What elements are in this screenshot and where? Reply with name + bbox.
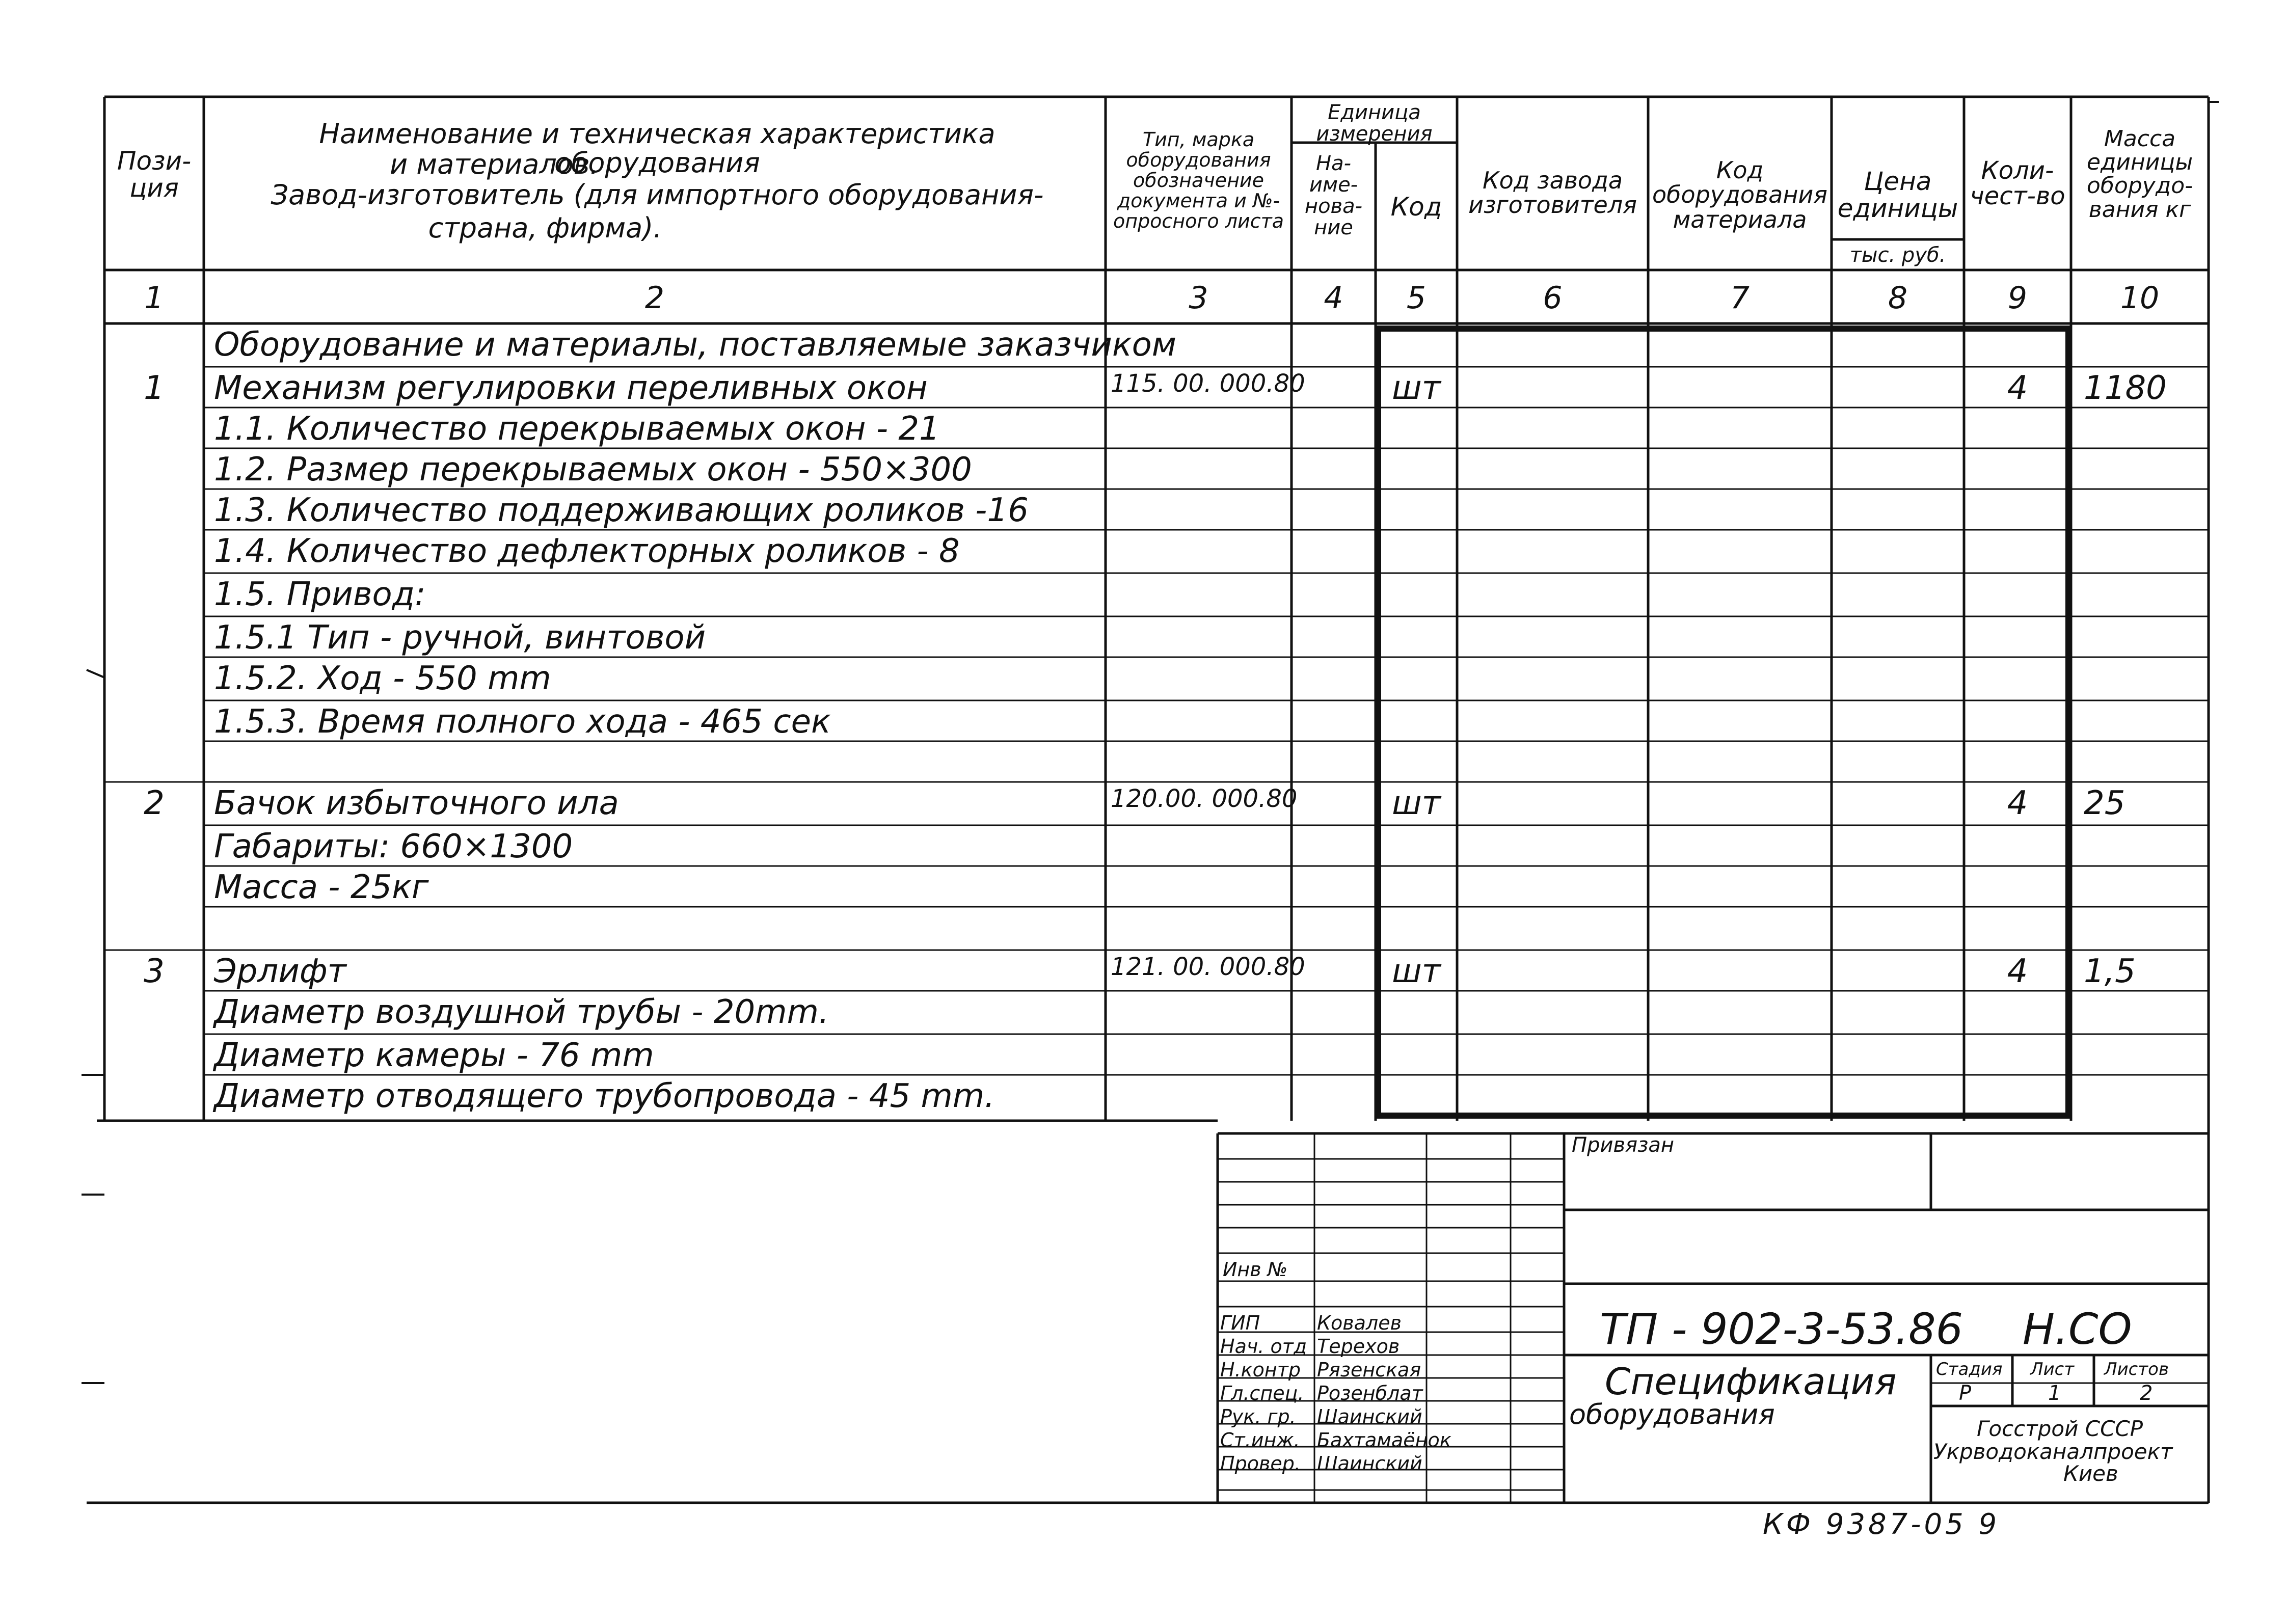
header-position: Пози-ция [117,146,192,203]
header-quantity: Коли-чест-во [1970,156,2065,211]
footer-code: КФ 9387-05 9 [1763,1508,2000,1541]
staff-role: ГИП [1220,1312,1260,1334]
colnum-9: 9 [2007,280,2028,316]
row-mass: 1,5 [2084,953,2136,990]
colnum-8: 8 [1888,280,1908,316]
row-type-mark: 120.00. 000.80 [1111,784,1298,813]
row-quantity: 4 [2007,784,2028,822]
row-name: 1.5. Привод: [214,576,426,613]
row-name: Габариты: 660×1300 [214,828,573,865]
org-line3: Киев [2063,1461,2118,1486]
sheets-value: 2 [2140,1382,2153,1405]
row-name: Диаметр отводящего трубопровода - 45 mm. [214,1077,995,1115]
staff-name: Розенблат [1317,1382,1423,1404]
row-name: 1.5.3. Время полного хода - 465 сек [214,703,831,741]
row-name: 1.4. Количество дефлекторных роликов - 8 [214,532,960,570]
row-name: Диаметр камеры - 76 mm [214,1037,654,1074]
row-unit-code: шт [1392,369,1441,407]
row-unit-code: шт [1392,784,1441,822]
colnum-10: 10 [2120,280,2160,316]
staff-name: Ковалев [1317,1312,1402,1334]
staff-name: Шаинский [1317,1405,1422,1428]
header-type: Тип, марка оборудования обозначение документа и №-опросного листа [1113,128,1284,232]
privyazan-label: Привязан [1572,1133,1675,1157]
staff-role: Н.контр [1220,1359,1301,1381]
colnum-3: 3 [1189,280,1208,316]
sheet-title-line2: оборудования [1569,1398,1775,1430]
header-mass: Масса единицы оборудо-вания кг [2086,126,2193,223]
row-name: Диаметр воздушной трубы - 20mm. [214,993,829,1031]
row-name: 1.5.2. Ход - 550 mm [214,660,551,697]
row-type-mark: 121. 00. 000.80 [1111,953,1305,981]
row-type-mark: 115. 00. 000.80 [1111,369,1305,398]
sheets-label: Листов [2104,1359,2169,1379]
row-unit-code: шт [1392,953,1441,990]
header-unit-code: Код [1390,192,1442,222]
sheet-title-line1: Спецификация [1605,1360,1897,1403]
row-name: 1.5.1 Тип - ручной, винтовой [214,619,706,657]
colnum-5: 5 [1406,280,1427,316]
row-position: 1 [144,369,165,407]
staff-name: Шаинский [1317,1452,1422,1475]
staff-name: Терехов [1317,1335,1400,1358]
row-position: 2 [144,784,165,822]
header-equipment-code: Код оборудования материала [1652,156,1827,233]
staff-role: Гл.спец. [1220,1382,1304,1404]
header-unit-name: На-име-нова-ние [1304,152,1363,239]
org-line1: Госстрой СССР [1977,1416,2143,1441]
row-name: Бачок избыточного ила [214,784,619,822]
staff-name: Бахтамаёнок [1317,1429,1451,1451]
row-quantity: 4 [2007,953,2028,990]
header-name-line4: страна, фирма). [428,212,662,244]
colnum-6: 6 [1543,280,1563,316]
colnum-4: 4 [1324,280,1343,316]
staff-role: Нач. отд [1220,1335,1307,1358]
colnum-2: 2 [644,280,665,316]
row-name: Эрлифт [214,953,346,990]
header-name-line2: и материалов. [390,148,599,180]
row-name: 1.3. Количество поддерживающих роликов -16 [214,492,1029,529]
header-price: Цена единицы [1837,167,1958,223]
row-name: Оборудование и материалы, поставляемые заказчиком [214,326,1177,364]
header-unit: Единица измерения [1316,101,1433,146]
row-position: 3 [144,953,165,990]
header-plant-code: Код завода изготовителя [1468,167,1637,219]
stage-label: Стадия [1936,1359,2003,1379]
colnum-7: 7 [1730,280,1750,316]
document-mark: Н.СО [2023,1304,2132,1354]
header-name-line1: Наименование и техническая характеристика оборудования [319,118,995,179]
row-quantity: 4 [2007,369,2028,407]
row-mass: 1180 [2084,369,2167,407]
staff-name: Рязенская [1317,1359,1421,1381]
row-name: Механизм регулировки переливных окон [214,369,928,407]
sheet-value: 1 [2048,1382,2061,1405]
row-name: 1.2. Размер перекрываемых окон - 550×300 [214,451,972,489]
org-line2: Укрводоканалпроект [1933,1439,2173,1464]
colnum-1: 1 [144,280,164,316]
row-mass: 25 [2084,784,2125,822]
staff-role: Рук. гр. [1220,1405,1296,1428]
header-price-unit: тыс. руб. [1849,243,1946,267]
inv-label: Инв № [1223,1258,1288,1281]
staff-role: Провер. [1220,1452,1301,1475]
stage-value: Р [1959,1382,1972,1405]
sheet-label: Лист [2030,1359,2075,1379]
document-code: ТП - 902-3-53.86 [1600,1304,1963,1354]
row-name: Масса - 25кг [214,869,429,906]
header-name-line3: Завод-изготовитель (для импортного оборудования- [271,179,1044,211]
row-name: 1.1. Количество перекрываемых окон - 21 [214,410,940,448]
staff-role: Ст.инж. [1220,1429,1300,1451]
